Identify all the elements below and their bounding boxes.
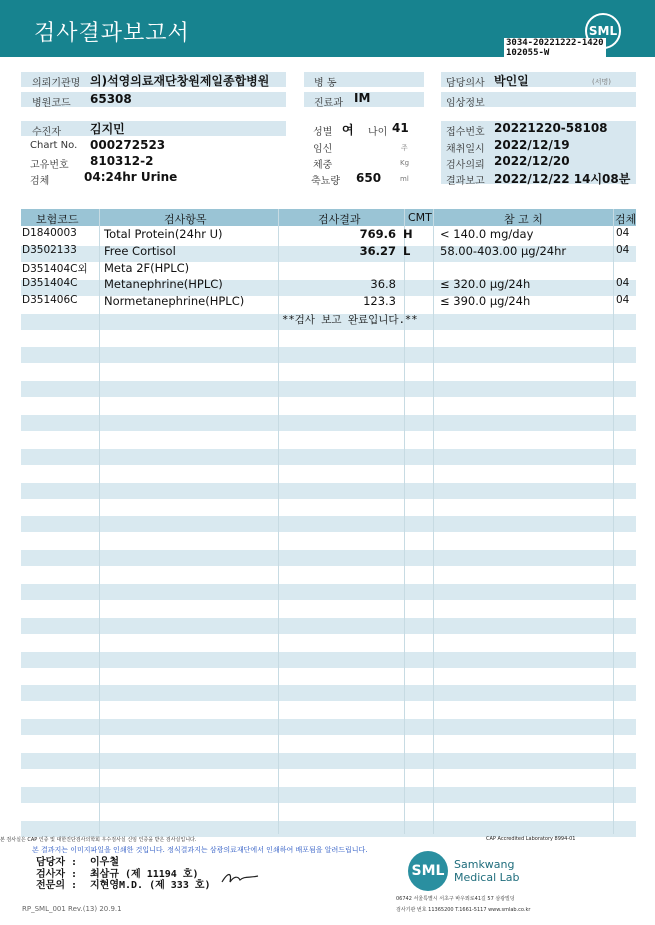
brand-name-line2: Medical Lab xyxy=(454,871,520,884)
table-stripe xyxy=(21,381,636,397)
table-stripe xyxy=(21,550,636,566)
cap-accreditation: CAP Accredited Laboratory 8994-01 xyxy=(486,836,576,842)
weight-label: 체중 xyxy=(313,160,333,171)
receipt-label: 접수번호 xyxy=(446,127,485,138)
column-divider xyxy=(613,209,614,834)
request-value: 2022/12/20 xyxy=(494,154,570,168)
result-cell: 123.3 xyxy=(363,294,396,309)
test-item-cell: Metanephrine(HPLC) xyxy=(104,277,223,292)
table-stripe xyxy=(21,483,636,499)
urine-volume-label: 축뇨량 xyxy=(311,176,340,187)
column-divider xyxy=(99,209,100,834)
request-label: 검사의뢰 xyxy=(446,160,485,171)
result-cell: 36.8 xyxy=(370,277,396,292)
insurance-code-cell: D1840003 xyxy=(22,227,77,239)
result-cell: 36.27 xyxy=(359,243,396,258)
hospital-code-value: 65308 xyxy=(90,92,132,106)
sml-brand-logo: SML xyxy=(408,851,448,891)
receipt-value: 20221220-58108 xyxy=(494,121,608,135)
clinical-info-label: 임상정보 xyxy=(446,98,485,109)
staff-manager-value: 이우철 xyxy=(90,857,119,868)
column-divider xyxy=(404,209,405,834)
doctor-label: 담당의사 xyxy=(446,78,485,89)
specimen-cell: 04 xyxy=(616,227,630,239)
column-divider xyxy=(433,209,434,834)
doctor-value: 박인일 xyxy=(494,74,529,88)
insurance-code-cell: D351404C xyxy=(22,277,78,290)
document-number-line1: 3034-20221222-1420 xyxy=(506,38,604,48)
staff-specialist-label: 전문의 : xyxy=(36,880,78,891)
specimen-value: 04:24hr Urine xyxy=(84,170,178,184)
specimen-cell: 04 xyxy=(616,243,630,256)
pregnancy-unit: 주 xyxy=(401,144,408,152)
cmt-cell: H xyxy=(403,227,413,241)
header-result: 검사결과 xyxy=(318,213,361,226)
insurance-code-cell: D351406C xyxy=(22,294,78,307)
reference-cell: 58.00-403.00 µg/24hr xyxy=(440,243,567,258)
test-item-cell: Normetanephrine(HPLC) xyxy=(104,294,245,309)
collect-label: 채취일시 xyxy=(446,144,485,155)
reference-cell: ≤ 390.0 µg/24h xyxy=(440,294,531,309)
patient-value: 김지민 xyxy=(90,122,125,136)
revision-text: RP_SML_001 Rev.(13) 20.9.1 xyxy=(22,905,122,913)
chart-no-label: Chart No. xyxy=(30,140,78,151)
header-cmt: CMT xyxy=(408,211,432,224)
test-item-cell: Meta 2F(HPLC) xyxy=(104,260,190,275)
specimen-label: 검체 xyxy=(30,176,50,187)
sex-label: 성별 xyxy=(313,127,333,138)
table-stripe xyxy=(21,787,636,803)
report-date-value: 2022/12/22 14시08분 xyxy=(494,172,631,186)
header-specimen: 검체 xyxy=(615,213,637,226)
patient-label: 수진자 xyxy=(32,127,61,138)
document-number-line2: 102055-W xyxy=(506,48,550,58)
reference-cell: ≤ 320.0 µg/24h xyxy=(440,277,531,292)
unique-no-label: 고유번호 xyxy=(30,160,69,171)
insurance-code-cell: D351404C외 xyxy=(22,262,88,275)
brand-name xyxy=(454,858,520,884)
document-number xyxy=(504,38,606,58)
age-label: 나이 xyxy=(368,127,388,138)
sml-logo: SML xyxy=(585,13,621,49)
insurance-code-cell: D3502133 xyxy=(22,243,77,256)
staff-tester-label: 검사자 : xyxy=(36,869,78,880)
hospital-code-label: 병원코드 xyxy=(32,98,71,109)
chart-no-value: 000272523 xyxy=(90,138,166,152)
table-stripe xyxy=(21,584,636,600)
staff-manager-label: 담당자 : xyxy=(36,857,78,868)
weight-unit: Kg xyxy=(400,159,410,167)
table-stripe xyxy=(21,652,636,668)
lab-address: 06742 서울특별시 서초구 바우뫼로41길 57 삼광빌딩 xyxy=(396,896,515,902)
report-date-label: 결과보고 xyxy=(446,176,485,187)
doctor-seal: (서명) xyxy=(592,78,611,86)
dept-value: IM xyxy=(354,91,371,105)
table-stripe xyxy=(21,753,636,769)
header-reference: 참 고 치 xyxy=(504,213,543,226)
table-stripe xyxy=(21,449,636,465)
table-stripe xyxy=(21,719,636,735)
result-cell: 769.6 xyxy=(359,227,396,241)
staff-specialist-value: 지현영M.D. (제 333 호) xyxy=(90,880,211,891)
lab-contact: 검사기관 번호 11365200 T.1661-5117 www.smlab.co.kr xyxy=(396,907,531,913)
urine-volume-value: 650 xyxy=(356,171,382,185)
staff-tester-value: 최삼규 (제 11194 호) xyxy=(90,869,199,880)
certification-text: 본 검사실은 CAP 인증 및 대한진단검사의학회 우수검사실 신임 인증을 받은 검사실입니다. xyxy=(0,837,197,843)
table-stripe xyxy=(21,415,636,431)
institution-label: 의뢰기관명 xyxy=(32,78,81,89)
table-stripe xyxy=(21,516,636,532)
dept-label: 진료과 xyxy=(314,98,343,109)
urine-volume-unit: ml xyxy=(400,175,409,183)
collect-value: 2022/12/19 xyxy=(494,138,570,152)
institution-value: 의)석영의료재단창원제일종합병원 xyxy=(90,74,270,88)
header-test-item: 검사항목 xyxy=(164,213,207,226)
column-divider xyxy=(278,209,279,834)
specimen-cell: 04 xyxy=(616,294,630,307)
test-item-cell: Free Cortisol xyxy=(104,243,176,258)
header-insurance-code: 보험코드 xyxy=(36,213,79,226)
age-value: 41 xyxy=(392,121,409,135)
report-title: 검사결과보고서 xyxy=(34,21,190,46)
sex-value: 여 xyxy=(342,123,354,137)
printout-notice: 본 결과지는 이미지파일을 인쇄한 것입니다. 정식결과지는 삼광의료재단에서 인쇄하여 배포됨을 알려드립니다. xyxy=(32,846,368,854)
unique-no-value: 810312-2 xyxy=(90,154,154,168)
table-stripe xyxy=(21,685,636,701)
report-header xyxy=(0,0,655,57)
test-item-cell: Total Protein(24hr U) xyxy=(104,227,223,241)
pregnancy-label: 임신 xyxy=(313,144,333,155)
table-stripe xyxy=(21,347,636,363)
table-stripe xyxy=(21,821,636,837)
ward-label: 병 동 xyxy=(314,78,337,89)
brand-name-line1: Samkwang xyxy=(454,858,515,871)
table-stripe xyxy=(21,618,636,634)
report-complete-note: **검사 보고 완료입니다.** xyxy=(282,314,418,326)
signature-icon xyxy=(220,870,260,886)
cmt-cell: L xyxy=(403,243,411,258)
reference-cell: < 140.0 mg/day xyxy=(440,227,534,241)
specimen-cell: 04 xyxy=(616,277,630,290)
